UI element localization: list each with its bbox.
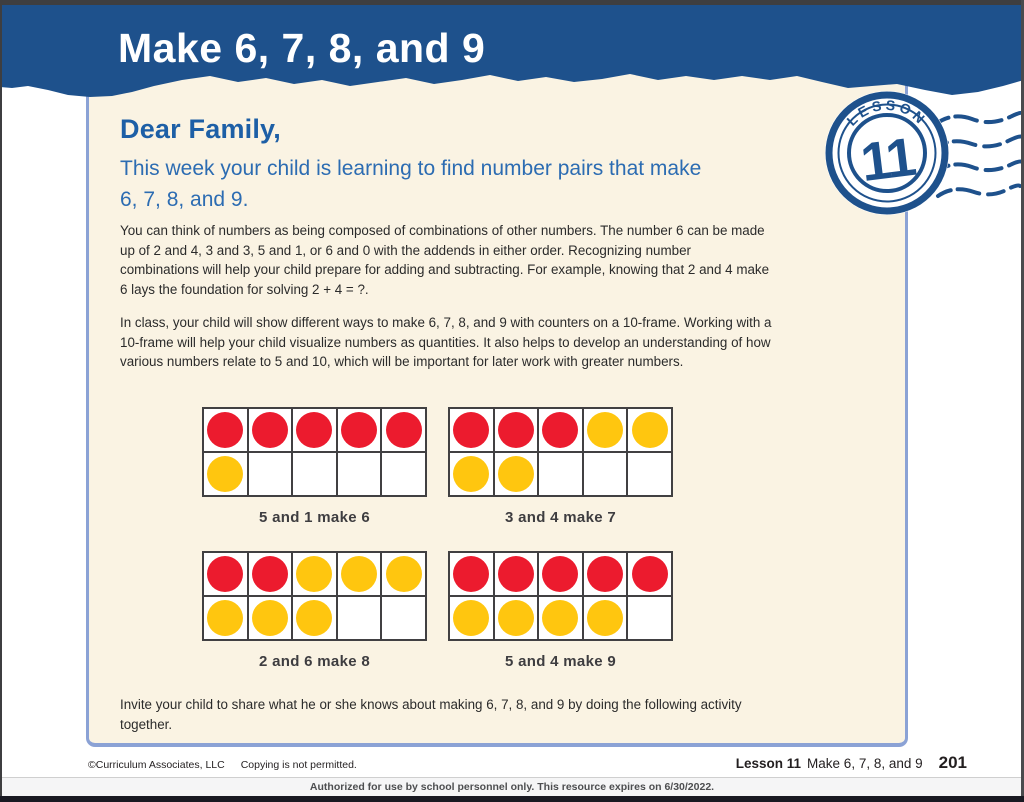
red-counter — [386, 412, 422, 448]
red-counter — [341, 412, 377, 448]
red-counter — [542, 412, 578, 448]
ten-frame-block-1 — [202, 407, 427, 526]
ten-frame-cell — [292, 452, 337, 496]
ten-frame-cell — [583, 552, 628, 596]
ten-frame-cell — [248, 452, 293, 496]
ten-frame-cell — [627, 596, 672, 640]
yellow-counter — [386, 556, 422, 592]
ten-frame-cell — [292, 596, 337, 640]
ten-frame-caption: 5 and 1 make 6 — [259, 509, 370, 526]
ten-frame-cell — [292, 408, 337, 452]
red-counter — [498, 412, 534, 448]
red-counter — [632, 556, 668, 592]
yellow-counter — [632, 412, 668, 448]
ten-frame-cell — [494, 408, 539, 452]
ten-frame-cell — [538, 452, 583, 496]
ten-frame-grid — [202, 551, 427, 641]
yellow-counter — [498, 456, 534, 492]
yellow-counter — [207, 600, 243, 636]
ten-frame-cell — [449, 408, 494, 452]
yellow-counter — [453, 600, 489, 636]
ten-frame-cell — [627, 552, 672, 596]
red-counter — [587, 556, 623, 592]
lesson-stamp — [808, 88, 1024, 220]
ten-frame-cell — [203, 452, 248, 496]
ten-frame-cell — [583, 596, 628, 640]
yellow-counter — [296, 600, 332, 636]
ten-frame-caption: 3 and 4 make 7 — [505, 509, 616, 526]
ten-frame-grid — [448, 407, 673, 497]
yellow-counter — [453, 456, 489, 492]
ten-frame-cell — [627, 408, 672, 452]
footer-lesson-title: Make 6, 7, 8, and 9 — [807, 756, 923, 771]
page-title: Make 6, 7, 8, and 9 — [118, 25, 486, 71]
ten-frame-cell — [494, 452, 539, 496]
yellow-counter — [542, 600, 578, 636]
ten-frame-cell — [381, 552, 426, 596]
letter-paragraph-1: You can think of numbers as being composed of combinations of other numbers. The number 6 can be made up of 2 and 4, 3 and 3, 5 and 1, or 6 and 0 with the addends in either order. Recognizing number combinations will help your child prepare for adding and subtracting. For example, knowing that 2 and 4 make 6 lays the foundation for solving 2 + 4 = ?. — [120, 223, 770, 297]
ten-frame-cell — [203, 408, 248, 452]
yellow-counter — [207, 456, 243, 492]
copyright-text: ©Curriculum Associates, LLC — [88, 759, 225, 771]
footer-lesson-label: Lesson 11 — [735, 756, 802, 771]
ten-frame-block-4 — [448, 551, 673, 670]
stamp-lesson-number: 11 — [857, 126, 918, 193]
ten-frame-block-3 — [202, 551, 427, 670]
red-counter — [453, 556, 489, 592]
ten-frame-cell — [583, 452, 628, 496]
red-counter — [207, 556, 243, 592]
letter-closing: Invite your child to share what he or she knows about making 6, 7, 8, and 9 by doing the following activity together. — [120, 697, 742, 732]
red-counter — [252, 556, 288, 592]
stamp-lesson-label: LESSON — [843, 96, 931, 129]
footer-lesson-line — [736, 753, 967, 773]
ten-frame-grid — [202, 407, 427, 497]
ten-frame-cell — [538, 408, 583, 452]
page-number: 201 — [938, 753, 967, 772]
red-counter — [453, 412, 489, 448]
letter-greeting: Dear Family, — [120, 114, 281, 144]
red-counter — [252, 412, 288, 448]
yellow-counter — [587, 412, 623, 448]
ten-frame-cell — [248, 552, 293, 596]
red-counter — [207, 412, 243, 448]
ten-frame-cell — [627, 452, 672, 496]
ten-frame-cell — [337, 452, 382, 496]
ten-frame-cell — [538, 596, 583, 640]
ten-frame-cell — [538, 552, 583, 596]
ten-frame-cell — [381, 596, 426, 640]
ten-frame-cell — [248, 596, 293, 640]
ten-frame-cell — [337, 596, 382, 640]
letter-intro: This week your child is learning to find number pairs that make 6, 7, 8, and 9. — [120, 157, 702, 211]
ten-frame-grid — [448, 551, 673, 641]
red-counter — [542, 556, 578, 592]
ten-frame-cell — [292, 552, 337, 596]
yellow-counter — [296, 556, 332, 592]
screen-edge-left — [0, 0, 2, 802]
permission-text: Copying is not permitted. — [240, 759, 357, 771]
ten-frame-cell — [494, 596, 539, 640]
yellow-counter — [252, 600, 288, 636]
yellow-counter — [587, 600, 623, 636]
screen-edge-top — [0, 0, 1024, 5]
red-counter — [296, 412, 332, 448]
footer-copyright-line — [88, 759, 357, 771]
ten-frame-cell — [381, 408, 426, 452]
red-counter — [498, 556, 534, 592]
authorization-bar — [0, 777, 1024, 796]
ten-frame-cell — [337, 552, 382, 596]
ten-frame-caption: 2 and 6 make 8 — [259, 653, 370, 670]
yellow-counter — [341, 556, 377, 592]
ten-frame-cell — [583, 408, 628, 452]
ten-frame-caption: 5 and 4 make 9 — [505, 653, 616, 670]
ten-frame-cell — [449, 552, 494, 596]
ten-frame-cell — [494, 552, 539, 596]
ten-frame-cell — [337, 408, 382, 452]
authorization-text: Authorized for use by school personnel only. This resource expires on 6/30/2022. — [309, 781, 715, 793]
letter-paragraph-2: In class, your child will show different ways to make 6, 7, 8, and 9 with counters on a 10-frame. Working with a 10-frame will help your child visualize numbers as quantities. It also helps to develop an understanding of how various numbers relate to 5 and 10, which will be important for later work with greater numbers. — [120, 315, 772, 369]
ten-frame-cell — [248, 408, 293, 452]
ten-frame-cell — [203, 596, 248, 640]
yellow-counter — [498, 600, 534, 636]
ten-frame-cell — [203, 552, 248, 596]
bottom-edge-bar — [0, 796, 1024, 802]
ten-frame-cell — [449, 596, 494, 640]
ten-frame-cell — [381, 452, 426, 496]
ten-frame-cell — [449, 452, 494, 496]
ten-frame-block-2 — [448, 407, 673, 526]
